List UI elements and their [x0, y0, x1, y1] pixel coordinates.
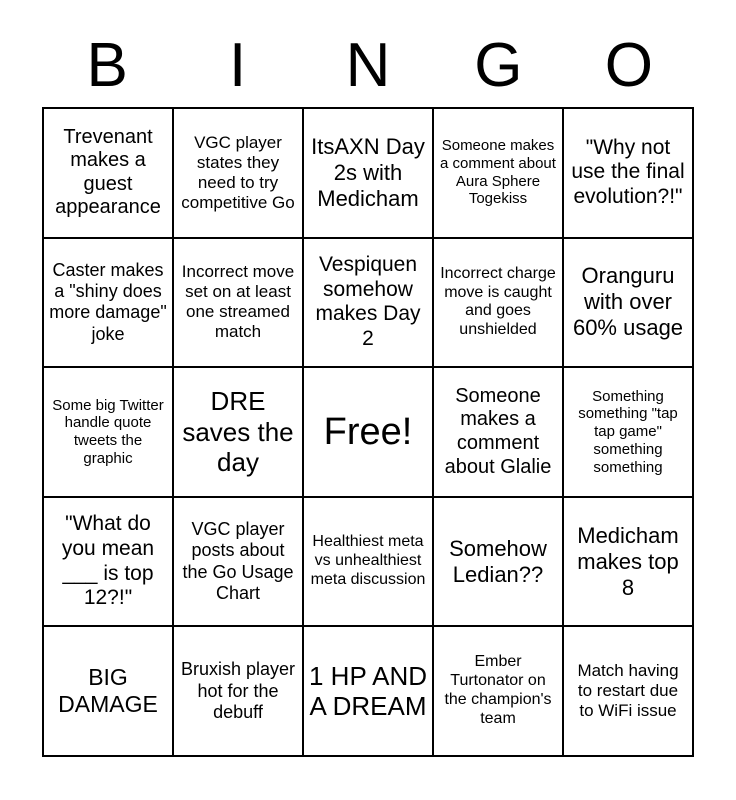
- bingo-cell-r2-c1[interactable]: Caster makes a "shiny does more damage" joke: [43, 238, 173, 368]
- bingo-cell-r4-c5[interactable]: Medicham makes top 8: [563, 497, 693, 627]
- bingo-cell-r5-c5[interactable]: Match having to restart due to WiFi issue: [563, 626, 693, 756]
- bingo-cell-r4-c1[interactable]: "What do you mean ___ is top 12?!": [43, 497, 173, 627]
- bingo-cell-r4-c2[interactable]: VGC player posts about the Go Usage Chart: [173, 497, 303, 627]
- bingo-cell-r2-c4[interactable]: Incorrect charge move is caught and goes unshielded: [433, 238, 563, 368]
- bingo-cell-r4-c4[interactable]: Somehow Ledian??: [433, 497, 563, 627]
- title-letter-g: G: [474, 31, 523, 100]
- bingo-cell-r5-c2[interactable]: Bruxish player hot for the debuff: [173, 626, 303, 756]
- title-letter-b: B: [86, 31, 128, 100]
- bingo-cell-r1-c2[interactable]: VGC player states they need to try competitive Go: [173, 108, 303, 238]
- bingo-cell-r2-c5[interactable]: Oranguru with over 60% usage: [563, 238, 693, 368]
- bingo-cell-r5-c4[interactable]: Ember Turtonator on the champion's team: [433, 626, 563, 756]
- bingo-cell-r3-c1[interactable]: Some big Twitter handle quote tweets the graphic: [43, 367, 173, 497]
- bingo-title: [42, 0, 694, 105]
- bingo-grid: [42, 107, 694, 757]
- bingo-cell-r1-c1[interactable]: Trevenant makes a guest appearance: [43, 108, 173, 238]
- bingo-cell-r3-c5[interactable]: Something something "tap tap game" something something: [563, 367, 693, 497]
- title-letter-i: I: [228, 31, 247, 100]
- bingo-cell-r3-c4[interactable]: Someone makes a comment about Glalie: [433, 367, 563, 497]
- bingo-cell-r1-c5[interactable]: "Why not use the final evolution?!": [563, 108, 693, 238]
- bingo-cell-r5-c3[interactable]: 1 HP AND A DREAM: [303, 626, 433, 756]
- title-letter-o: O: [604, 31, 653, 100]
- bingo-cell-r1-c4[interactable]: Someone makes a comment about Aura Sphere Togekiss: [433, 108, 563, 238]
- title-letter-n: N: [345, 31, 391, 100]
- bingo-cell-r1-c3[interactable]: ItsAXN Day 2s with Medicham: [303, 108, 433, 238]
- free-space-cell[interactable]: Free!: [303, 367, 433, 497]
- bingo-cell-r5-c1[interactable]: BIG DAMAGE: [43, 626, 173, 756]
- bingo-cell-r4-c3[interactable]: Healthiest meta vs unhealthiest meta discussion: [303, 497, 433, 627]
- bingo-cell-r2-c2[interactable]: Incorrect move set on at least one streamed match: [173, 238, 303, 368]
- bingo-cell-r2-c3[interactable]: Vespiquen somehow makes Day 2: [303, 238, 433, 368]
- bingo-cell-r3-c2[interactable]: DRE saves the day: [173, 367, 303, 497]
